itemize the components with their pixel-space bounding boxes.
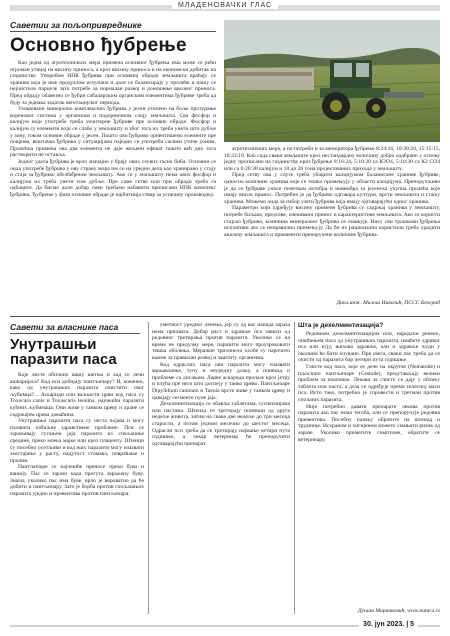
article2-kicker: Савети за власнике паса [10,322,119,332]
paragraph: Дехелминтизација се обавља таблетама, суспензијама или пастама. Штенад се третирају почевши од друге недеље живота, затим на сваке две недеље до три месеца старости, а потом једном месечно до шестог месеца. Одрасли пси треба да се третирају најмање четири пута годишње, а лекар ветеринар ће препоручити одговарајући препарат. [152,401,290,447]
paragraph: Једног удела ђубрива је врло значајно у брају ових сеувих гасно биба. Основни се онда употребе ђубрива у ову страну мора им се на уредни дела као хранирано у стају и стаја за ђубриво обезбеђеном земљишту. Ако се у земљишту нема ових фосфор и калијума их треба унети тим дубље. Пре саме сетве или при обради треба га одбаците. Да бисмо дали добар смер требамо набавити прописани НПК комплекс ђубрива. Ђубрење у фази основне обраде је најбитнија ствар за успешну производњу. [10,158,216,198]
article1-column1 [10,60,216,316]
article1-signature: Дипл.инж. Милош Николић, ПССС Београд [336,300,440,306]
page-header [0,0,450,16]
paragraph: Пред сетву ова у слуге треба убацити калцијумом баланисане храниве ђубриве, односно количине хранива које се тешко примењују у области калцијума. Препоручљиво је да се ђубриве уносе почетком октобра и новембра за јесенска укупна пролећа које имају висок принос. Потребно је да ђубриво одговара култури, врсти земљишта и стању хранива. Можемо онда за избор узети ђубрива која имају одговарајући однос хранива. [224,172,440,205]
paragraph: агротехничких мера, а по потреби и за меморатора ђубрење 8:24:16, 10:30:20, 15:15:15, 18:22:10. Као сада сваки земљиште кроз нестандардну количину добро одабрано у основу једну прописано на газдинству кроз ђубрење 8:16:24, 5:10:20 са К2О4, 5:10:30 са К2 СО4 или са 6:20:30 калијум и 10 до 20 тона пројектованих прихода у земљишту. [224,146,440,172]
article1-column2 [224,146,440,292]
sidebar-text [298,331,440,601]
page-date-number: 30. јун 2023. | 5 [359,621,418,628]
paragraph: Ухошевани минерално комплексних ђубрива у јесен утичено на боље протурање кореновог система у органском и подорничном слоју земљишта. Сва фосфор и калијум који употребе треба уочитерне ђубриве пре основне обраде. Фосфор и калијум су елементи који се слабо у земљишту и због тога их треба унети што дубље у зону, током основне обраде у јесен. Пошто ово ђубриво ориентишемо елементе пре покрова, вештачка ђубрива у ситуацијама наједно се употреба сасвим утиче уоним. Пролећна примена ова два елемента не даје жељени ефекат пошто већ дио тога растворити не оставља. [10,106,216,159]
article2-column2 [152,322,290,614]
paragraph: уметност уредног лечења, јер су од вас напада зараза нема прихвата. Добар раст и здравље пса зависи од редовног третирања против паразита. Уколико се на време не предузму мере, паразити могу проузроковати тешка оболења. Меражне трихинело особе су нарочито важне за правилан развој и заштиту организма. [152,322,290,361]
paragraph: Редовном дехелминтизацијом или, народски речено, чишћењем паса од унутрашњих паразита, имаћете здравог пса или кују, њихово здравље, али и здравље људи у околини ће бити очувано. Пре свега, сваки пас треба да се очисти од паразита бар четири пута годишње. [298,331,440,364]
sidebar-title: Шта је дехелминтизација? [298,322,384,329]
article2-signature: Душан Маринковић, www.natura.rs [358,608,440,614]
article2-sidebar [298,322,440,614]
article1-title: Основно ђубрење [10,35,187,56]
article2-title: Унутрашњи паразити паса [10,336,117,368]
tractor-field-photo [224,20,440,142]
paragraph: Унутрашњи паразити паса су честа појава и могу изазвати озбиљне здравствене проблеме. Пси се заражавају гутањем јаја паразита из спољашње средине, преко млека мајке или кроз плаценту. Штенци су посебно осетљиви и код њих паразити могу изазвати заостајање у расту, надутост стомака, повраћање и пролив. [10,418,144,464]
paragraph: Глисте код паса, које се деле на округле (Nematode) и пљоснате пантљичаре (Cestode), представљају велики проблем за власнике. Лекови за глисте се дају у облику таблета или паста, а доза се одређује према телесној маси пса. Исто тако, потребно је спровести и третман против спољних паразита. [298,363,440,403]
kicker-rule [10,31,216,32]
paragraph: Пантљичаре се најчешће преносе преко бува и вашију. Пас се зарази када прогута заражену буву. Значи, уколико пас има буве, врло је вероватно да ће добити и пантљичару. Зато је борба против спољашњих паразита уједно и превентива против пантљичара. [10,464,144,497]
paragraph: Параметри који одређују висину примене ђубрива су садржај хранива у земљишту, потребе биљака, предсеве, очекивани принос и карактеристике земљишта. Ако се користи стајско ђубриво, количина минералног ђубрива се смањује. Нису сви трошкови ђубрења исплативи ако се неправилно примењују. Да би их рационално користили треба урадити анализу земљишта и применити препоручене количине ђубрива. [224,205,440,238]
kicker-rule [10,333,140,334]
column-divider [148,322,149,614]
section-divider [10,316,440,317]
column-divider [294,322,295,614]
tractor-photo-image [224,20,440,142]
paragraph: Није потребно давати препарате лекова против паразита ако пас нема тегоба, али се препоручује редовна превентива. Посебну пажњу обратите на штенад и труднице. Исхраном и хигијеном можете смањити ризик од заразе. Уколико приметите симптоме, обратите се ветеринару. [298,403,440,443]
page-footer [0,620,450,632]
paragraph: Које листе обичних вашу шетња и кад се лечи ашкаријаса? Кад пси добијају пантљичару? И, коначно, како од унутрашњих паразита очистити свог љубимца?... Аскариди или ваљкасти црви код паса су Toxocara canis и Toxascaris leonina, најчешћи паразити кућних љубимаца. Они живе у танком цреву и хране се садржајем црева домаћина. [10,372,144,418]
paragraph: Као једна од агротехничких мера примена основног ђубрења има може се рећи огроман утицај на висину приноса, а кроз висину приноса и на економски добитак на газдинству. Упоребом НПК ђубрива при основној обради земљишта враћају се хранива која је име продуктом исчупана и дале се балансирају у пролеће и пашу се нејчистиле парцеле зато потребе за нормалан развој и доношење високог приноса. Пред обраду обавезно се ђубри сабаларским органским елементима ђубриве треба да буду за једнака задатак вегетацијског периода. [10,60,216,106]
article2-column1 [10,372,144,614]
article1-kicker: Саветии за пољопривреднике [10,20,142,30]
paragraph: Код одраслих паса ови паразити могу изазвати мршављење, тупу и неуредну длаку, а понекад и проблеме са дисањем. Ларве аскарида пролазе кроз јетру и плућа пре него што доспеју у танко црево. Пантљичаре Dipylidium caninum и Taenia врсте живе у танком цреву и одвајају сегменте пуне јаја. [152,361,290,401]
newspaper-title: МЛАДЕНОВАЧКИ ГЛАС [172,2,278,9]
